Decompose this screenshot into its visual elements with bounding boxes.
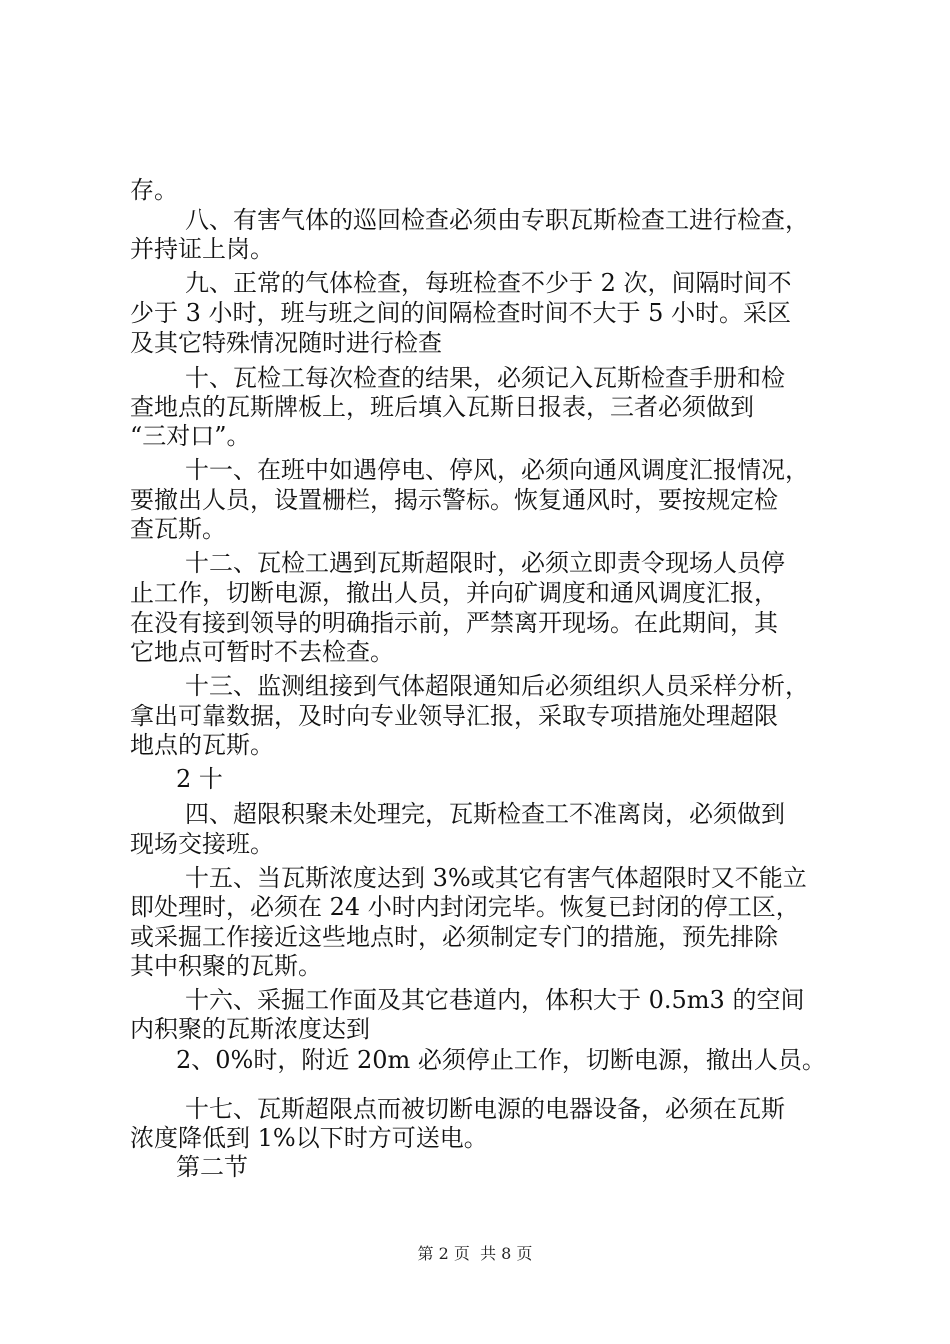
text-line: 查瓦斯。 bbox=[130, 515, 226, 543]
text-line: 浓度降低到 1%以下时方可送电。 bbox=[130, 1124, 488, 1152]
page-number-footer: 第 2 页 共 8 页 bbox=[417, 1244, 533, 1263]
text-line: 内积聚的瓦斯浓度达到 bbox=[130, 1015, 370, 1043]
text-line: 存。 bbox=[130, 176, 178, 204]
text-line: 或采掘工作接近这些地点时，必须制定专门的措施，预先排除 bbox=[130, 923, 778, 951]
text-line: 第二节 bbox=[176, 1153, 248, 1181]
text-line: 十二、瓦检工遇到瓦斯超限时，必须立即责令现场人员停 bbox=[185, 549, 785, 577]
text-line: 其中积聚的瓦斯。 bbox=[130, 952, 322, 980]
text-line: 十、瓦检工每次检查的结果，必须记入瓦斯检查手册和检 bbox=[185, 364, 785, 392]
text-line: 及其它特殊情况随时进行检查 bbox=[130, 329, 442, 357]
text-line: 十一、在班中如遇停电、停风，必须向通风调度汇报情况， bbox=[185, 456, 809, 484]
text-line: 九、正常的气体检查，每班检查不少于 2 次，间隔时间不 bbox=[185, 269, 792, 297]
text-line: 止工作，切断电源，撤出人员，并向矿调度和通风调度汇报， bbox=[130, 579, 778, 607]
text-line: 十七、瓦斯超限点而被切断电源的电器设备，必须在瓦斯 bbox=[185, 1095, 785, 1123]
text-line: 八、有害气体的巡回检查必须由专职瓦斯检查工进行检查， bbox=[185, 206, 809, 234]
text-line: 即处理时，必须在 24 小时内封闭完毕。恢复已封闭的停工区， bbox=[130, 893, 800, 921]
text-line: “三对口”。 bbox=[130, 422, 251, 450]
text-line: 十三、监测组接到气体超限通知后必须组织人员采样分析， bbox=[185, 672, 809, 700]
text-line: 四、超限积聚未处理完，瓦斯检查工不准离岗，必须做到 bbox=[185, 800, 785, 828]
text-line: 要撤出人员，设置栅栏，揭示警标。恢复通风时，要按规定检 bbox=[130, 486, 778, 514]
text-line: 十六、采掘工作面及其它巷道内，体积大于 0.5m3 的空间 bbox=[185, 986, 805, 1014]
text-line: 查地点的瓦斯牌板上，班后填入瓦斯日报表，三者必须做到 bbox=[130, 393, 754, 421]
text-line: 它地点可暂时不去检查。 bbox=[130, 638, 394, 666]
text-line: 现场交接班。 bbox=[130, 830, 274, 858]
text-line: 并持证上岗。 bbox=[130, 235, 274, 263]
text-line: 2 十 bbox=[176, 765, 223, 793]
text-line: 少于 3 小时，班与班之间的间隔检查时间不大于 5 小时。采区 bbox=[130, 299, 792, 327]
text-line: 地点的瓦斯。 bbox=[130, 731, 274, 759]
text-line: 拿出可靠数据，及时向专业领导汇报，采取专项措施处理超限 bbox=[130, 702, 778, 730]
text-line: 在没有接到领导的明确指示前，严禁离开现场。在此期间，其 bbox=[130, 609, 778, 637]
text-line: 2、0%时，附近 20m 必须停止工作，切断电源，撤出人员。 bbox=[176, 1046, 826, 1074]
text-line: 十五、当瓦斯浓度达到 3%或其它有害气体超限时又不能立 bbox=[185, 864, 807, 892]
